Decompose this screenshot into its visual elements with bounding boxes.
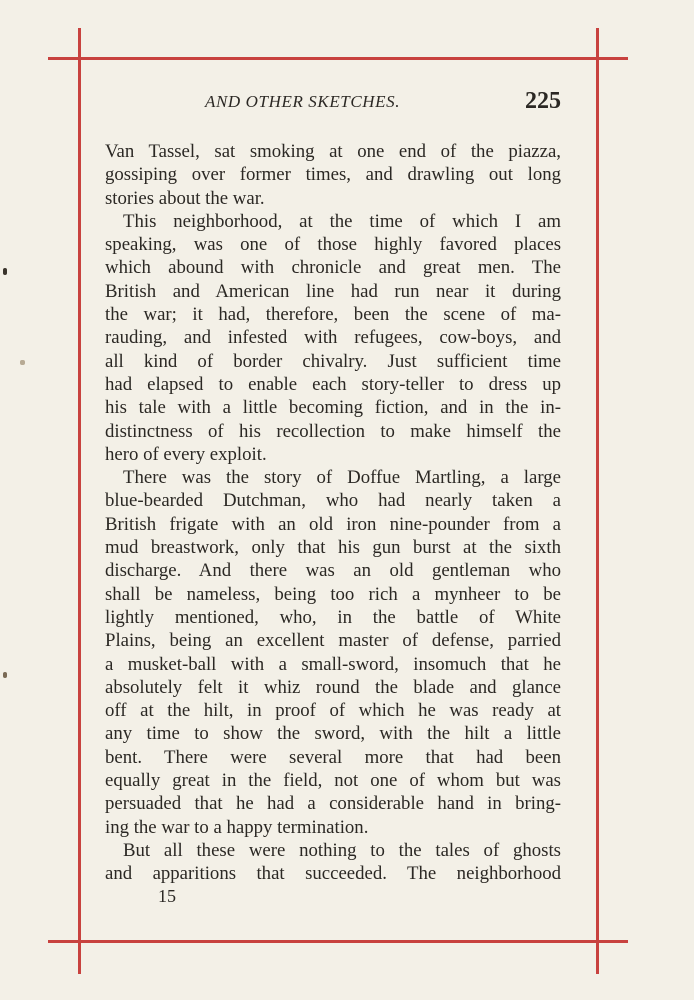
- text-line: British and American line had run near it during: [105, 280, 561, 302]
- text-line: mud breastwork, only that his gun burst at the sixth: [105, 537, 561, 559]
- text-line: discharge. And there was an old gentleman who: [105, 560, 561, 582]
- text-line: lightly mentioned, who, in the battle of White: [105, 606, 561, 628]
- running-head: AND OTHER SKETCHES.: [205, 92, 401, 111]
- page-header: [105, 90, 561, 120]
- text-line: rauding, and infested with refugees, cow-boys, and: [105, 327, 561, 349]
- text-line: had elapsed to enable each story-teller to dress up: [105, 373, 561, 395]
- text-line: hero of every exploit.: [105, 443, 267, 465]
- left-border-rule: [78, 28, 81, 974]
- text-line: Plains, being an excellent master of defense, parried: [105, 630, 561, 652]
- text-line: equally great in the field, not one of whom but was: [105, 770, 561, 792]
- text-line: speaking, was one of those highly favored places: [105, 234, 561, 256]
- margin-speck: [20, 360, 25, 365]
- text-line: blue-bearded Dutchman, who had nearly taken a: [105, 490, 561, 512]
- text-line: stories about the war.: [105, 187, 265, 209]
- text-line: persuaded that he had a considerable hand in bring-: [105, 793, 561, 815]
- text-line: which abound with chronicle and great men. The: [105, 257, 561, 279]
- text-line: gossiping over former times, and drawling out long: [105, 164, 561, 186]
- text-line: distinctness of his recollection to make himself the: [105, 420, 561, 442]
- text-line: all kind of border chivalry. Just sufficient time: [105, 350, 561, 372]
- text-line: a musket-ball with a small-sword, insomuch that he: [105, 653, 561, 675]
- text-line: absolutely felt it whiz round the blade and glance: [105, 676, 561, 698]
- paragraph-start-line: But all these were nothing to the tales of ghosts: [123, 839, 561, 861]
- text-line: any time to show the sword, with the hilt a little: [105, 723, 561, 745]
- body-text: [105, 140, 561, 886]
- text-line: and apparitions that succeeded. The neighborhood: [105, 863, 561, 885]
- page-number: 225: [525, 88, 561, 114]
- text-line: his tale with a little becoming fiction, and in the in-: [105, 397, 561, 419]
- top-border-rule: [48, 57, 628, 60]
- paragraph-start-line: There was the story of Doffue Martling, a large: [123, 467, 561, 489]
- text-line: Van Tassel, sat smoking at one end of the piazza,: [105, 141, 561, 162]
- text-line: off at the hilt, in proof of which he was ready at: [105, 700, 561, 722]
- signature-mark: 15: [158, 886, 176, 906]
- right-border-rule: [596, 28, 599, 974]
- text-line: ing the war to a happy termination.: [105, 816, 369, 838]
- paragraph-start-line: This neighborhood, at the time of which I am: [123, 210, 561, 232]
- bottom-border-rule: [48, 940, 628, 943]
- margin-speck: [3, 268, 7, 275]
- text-line: British frigate with an old iron nine-pounder from a: [105, 513, 561, 535]
- text-line: shall be nameless, being too rich a mynheer to be: [105, 583, 561, 605]
- text-line: the war; it had, therefore, been the scene of ma-: [105, 304, 561, 326]
- text-line: bent. There were several more that had been: [105, 746, 561, 768]
- margin-speck: [3, 672, 7, 678]
